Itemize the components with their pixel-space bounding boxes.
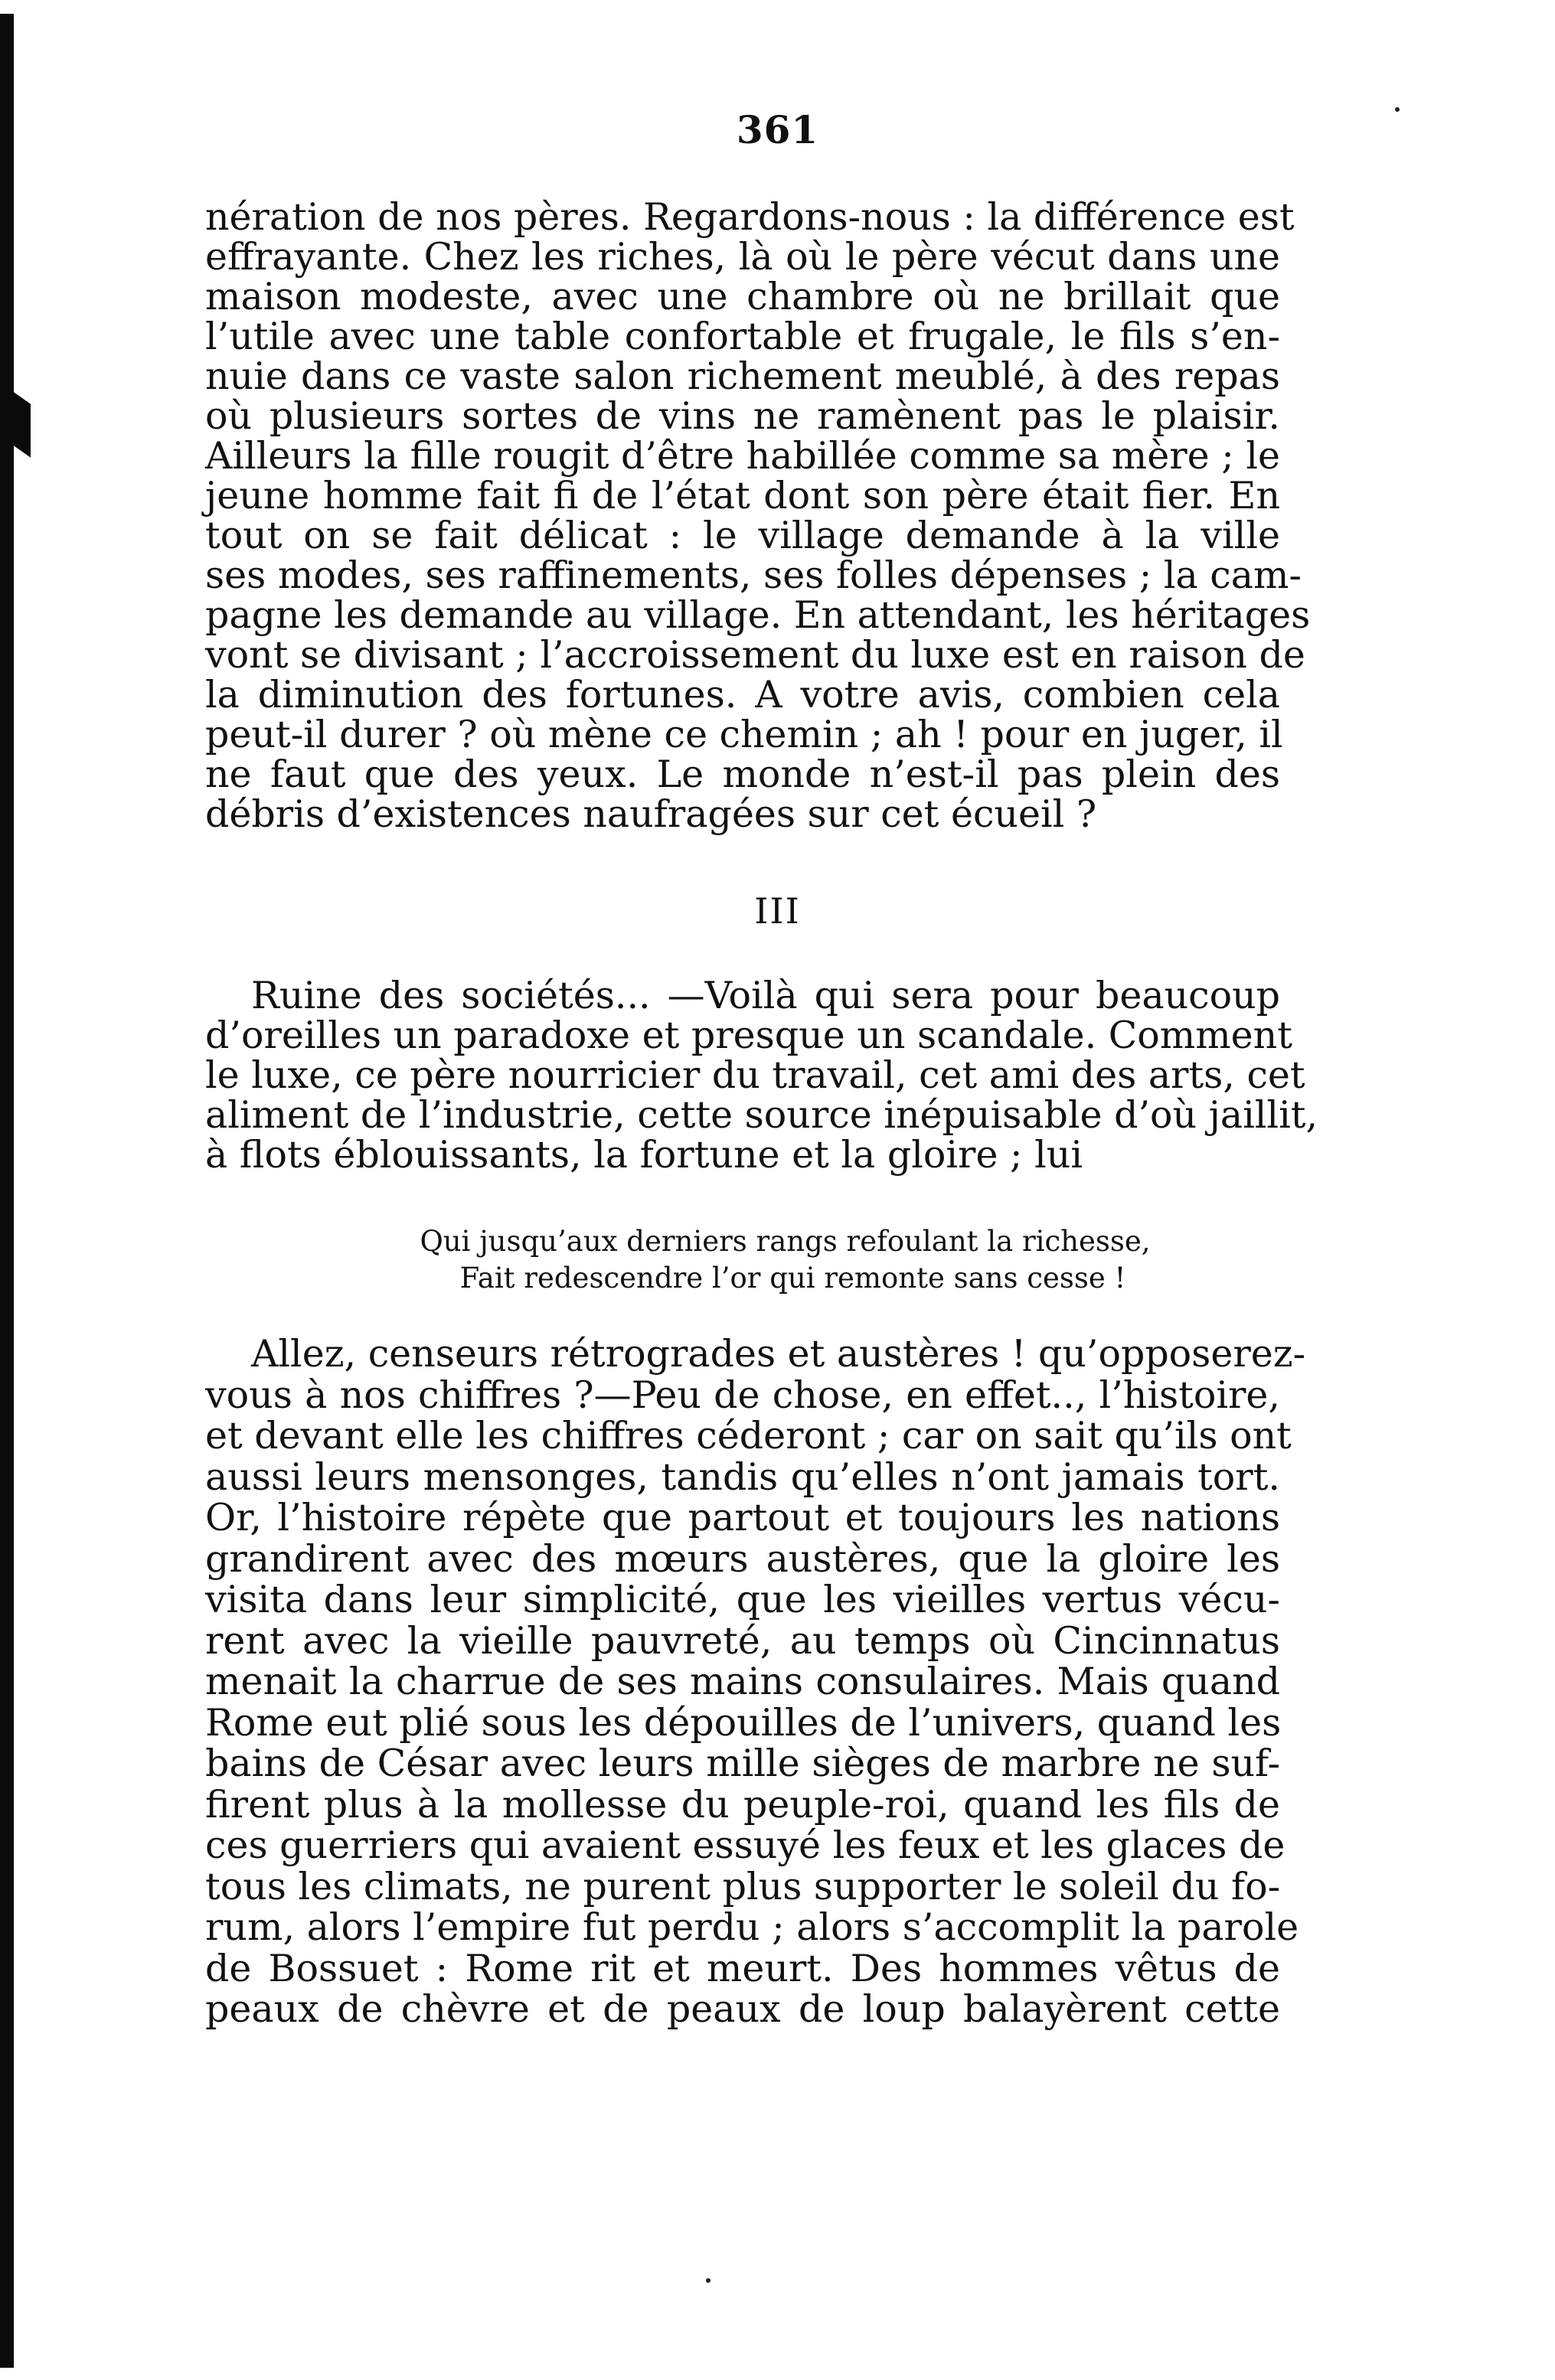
text-line: vont se divisant ; l’accroissement du luxe est en raison de <box>205 633 1305 677</box>
text-line: pagne les demande au village. En attendant, les héritages <box>205 593 1311 637</box>
text-line: firent plus à la mollesse du peuple-roi, quand les fils de <box>205 1782 1280 1827</box>
paragraph-2 <box>205 974 1318 1177</box>
text-line: tous les climats, ne purent plus supporter le soleil du fo- <box>205 1864 1281 1908</box>
text-line: le luxe, ce père nourricier du travail, cet ami des arts, cet <box>205 1053 1305 1097</box>
text-line: maison modeste, avec une chambre où ne brillait que <box>205 275 1280 318</box>
text-line: vous à nos chiffres ?—Peu de chose, en effet.., l’histoire, <box>205 1373 1280 1417</box>
text-line: Or, l’histoire répète que partout et toujours les nations <box>205 1496 1280 1539</box>
text-line: ne faut que des yeux. Le monde n’est-il pas plein des <box>205 753 1280 796</box>
text-line: et devant elle les chiffres céderont ; car on sait qu’ils ont <box>205 1414 1292 1458</box>
paragraph-3 <box>205 1332 1306 2031</box>
paragraph-1 <box>205 195 1311 836</box>
text-line: où plusieurs sortes de vins ne ramènent pas le plaisir. <box>205 394 1280 438</box>
text-line: visita dans leur simplicité, que les vieilles vertus vécu- <box>205 1578 1280 1621</box>
text-line: jeune homme fait fi de l’état dont son père était fier. En <box>205 474 1280 517</box>
text-line: Ailleurs la fille rougit d’être habillée comme sa mère ; le <box>205 434 1280 478</box>
scan-binding-edge <box>0 14 14 2368</box>
text-line: effrayante. Chez les riches, là où le père vécut dans une <box>205 235 1280 279</box>
verse-line: Fait redescendre l’or qui remonte sans cesse ! <box>459 1262 1126 1294</box>
text-line: de Bossuet : Rome rit et meurt. Des hommes vêtus de <box>205 1946 1280 1990</box>
page-number: 361 <box>736 107 819 152</box>
text-line: ses modes, ses raffinements, ses folles dépenses ; la cam- <box>205 553 1302 597</box>
text-line: rent avec la vieille pauvreté, au temps où Cincinnatus <box>205 1618 1280 1663</box>
text-line: peaux de chèvre et de peaux de loup balayèrent cette <box>205 1987 1280 2031</box>
text-line: Allez, censeurs rétrogrades et austères ! qu’opposerez- <box>251 1332 1306 1376</box>
text-line: tout on se fait délicat : le village demande à la ville <box>205 514 1280 557</box>
text-line: l’utile avec une table confortable et frugale, le fils s’en- <box>205 315 1280 358</box>
text-line: aliment de l’industrie, cette source inépuisable d’où jaillit, <box>205 1093 1318 1137</box>
text-line: la diminution des fortunes. A votre avis, combien cela <box>205 673 1280 717</box>
text-line: nuie dans ce vaste salon richement meublé, à des repas <box>205 354 1280 398</box>
text-line: aussi leurs mensonges, tandis qu’elles n’ont jamais tort. <box>205 1454 1280 1499</box>
verse-line: Qui jusqu’aux derniers rangs refoulant la richesse, <box>420 1225 1151 1258</box>
text-line: d’oreilles un paradoxe et presque un scandale. Comment <box>205 1014 1292 1057</box>
scan-binding-mark <box>14 392 31 457</box>
text-line: Ruine des sociétés... —Voilà qui sera pour beaucoup <box>251 974 1280 1017</box>
scan-speck <box>706 2278 711 2283</box>
text-line: débris d’existences naufragées sur cet écueil ? <box>205 792 1097 836</box>
text-line: bains de César avec leurs mille sièges de marbre ne suf- <box>205 1742 1280 1785</box>
text-line: ces guerriers qui avaient essuyé les feux et les glaces de <box>205 1823 1285 1867</box>
text-line: Rome eut plié sous les dépouilles de l’univers, quand les <box>205 1700 1282 1745</box>
text-line: à flots éblouissants, la fortune et la gloire ; lui <box>205 1133 1083 1177</box>
text-line: nération de nos pères. Regardons-nous : la différence est <box>205 195 1295 239</box>
text-line: grandirent avec des mœurs austères, que la gloire les <box>205 1536 1280 1581</box>
text-line: menait la charrue de ses mains consulaires. Mais quand <box>205 1660 1280 1703</box>
section-heading: III <box>754 890 801 932</box>
text-line: peut-il durer ? où mène ce chemin ; ah ! pour en juger, il <box>205 713 1283 756</box>
text-line: rum, alors l’empire fut perdu ; alors s’accomplit la parole <box>205 1905 1299 1949</box>
